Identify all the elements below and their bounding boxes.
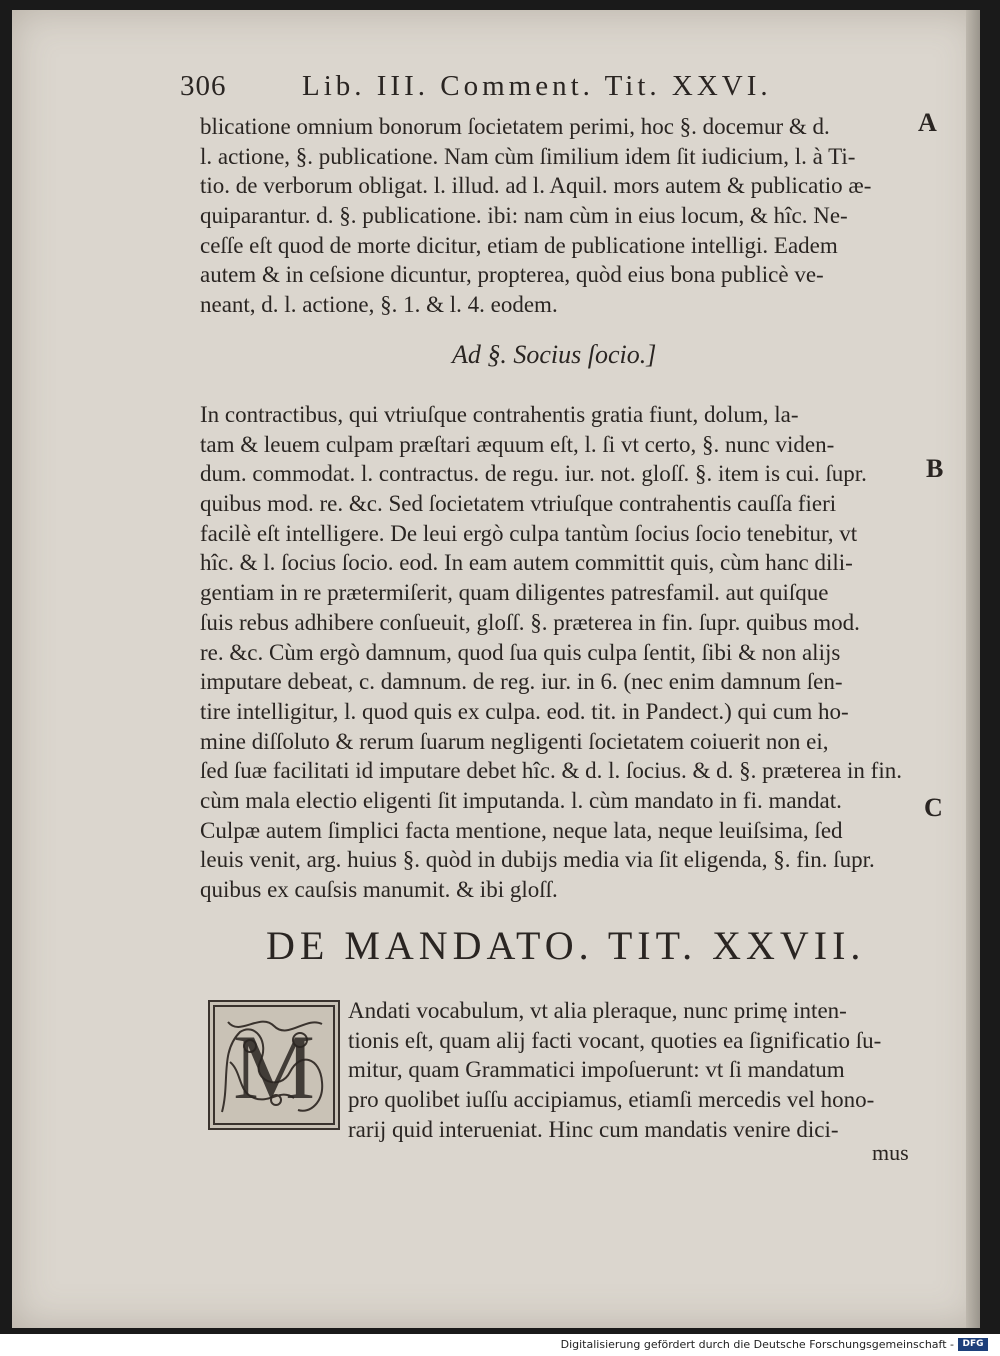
chapter-title: DE MANDATO. TIT. XXVII. xyxy=(266,923,866,968)
page-header xyxy=(180,70,830,114)
text-line: rarij quid interueniat. Hinc cum mandatis venire dici- xyxy=(348,1116,839,1142)
margin-letter-c: C xyxy=(924,793,943,822)
text-line: tio. de verborum obligat. l. illud. ad l. Aquil. mors autem & publicatio æ- xyxy=(200,173,872,199)
text-line: quibus ex cauſsis manumit. & ibi gloſſ. xyxy=(200,877,558,902)
text-line: tire intelligitur, l. quod quis ex culpa. eod. tit. in Pandect.) qui cum ho- xyxy=(200,698,849,724)
text-line: ſuis rebus adhibere conſueuit, gloſſ. §. præterea in fin. ſupr. quibus mod. xyxy=(200,609,860,635)
text-line: pro quolibet iuſſu accipiamus, etiamſi mercedis vel hono- xyxy=(348,1087,875,1113)
text-line: quibus mod. re. &c. Sed ſocietatem vtriuſque contrahentis cauſſa fieri xyxy=(200,491,837,517)
dfg-logo: DFG xyxy=(958,1338,988,1351)
text-line: hîc. & l. ſocius ſocio. eod. In eam autem committit quis, cùm hanc dili- xyxy=(200,550,853,576)
text-line: re. &c. Cùm ergò damnum, quod ſua quis culpa ſentit, ſibi & non alijs xyxy=(200,639,841,665)
text-line: gentiam in re prætermiſerit, quam diligentes patresfamil. aut quiſque xyxy=(200,580,829,606)
text-line: mine diſſoluto & rerum ſuarum negligenti ſocietatem coiuerit non ei, xyxy=(200,728,829,754)
svg-text:M: M xyxy=(233,1016,315,1118)
text-line: autem & in ceſsione dicuntur, propterea, quòd eius bona publicè ve- xyxy=(200,262,824,288)
text-block-2 xyxy=(200,400,930,905)
folio-number: 306 xyxy=(180,70,227,102)
text-line: mitur, quam Grammatici impoſuerunt: vt ſi mandatum xyxy=(348,1057,845,1083)
text-line: In contractibus, qui vtriuſque contrahentis gratia fiunt, dolum, la- xyxy=(200,402,799,427)
text-line: neant, d. l. actione, §. 1. & l. 4. eodem. xyxy=(200,292,558,318)
footer xyxy=(0,1334,1000,1356)
footer-credit: Digitalisierung gefördert durch die Deutsche Forschungsgemeinschaft - xyxy=(560,1338,954,1351)
text-line: quiparantur. d. §. publicatione. ibi: nam cùm in eius locum, & hîc. Ne- xyxy=(200,203,848,229)
text-line: ceſſe eſt quod de morte dicitur, etiam de publicatione intelligi. Eadem xyxy=(200,232,838,258)
running-head: Lib. III. Comment. Tit. XXVI. xyxy=(302,70,772,102)
margin-letter-b: B xyxy=(926,454,944,483)
text-line: tam & leuem culpam præſtari æquum eſt, l. ſi vt certo, §. nunc viden- xyxy=(200,431,835,457)
text-line: dum. commodat. l. contractus. de regu. iur. not. gloſſ. §. item is cui. ſupr. xyxy=(200,461,867,487)
catchword: mus xyxy=(872,1140,909,1165)
margin-letter-a: A xyxy=(918,108,937,137)
text-line: facilè eſt intelligere. De leui ergò culpa tantùm ſocius ſocio tenebitur, vt xyxy=(200,520,858,546)
text-block-1 xyxy=(200,112,930,320)
text-line: Culpæ autem ſimplici facta mentione, neque lata, neque leuiſsima, ſed xyxy=(200,817,843,843)
text-line: Andati vocabulum, vt alia pleraque, nunc primę inten- xyxy=(348,998,847,1023)
text-line: cùm mala electio eligenti ſit imputanda. l. cùm mandato in fi. mandat. xyxy=(200,787,842,813)
text-line: tionis eſt, quam alij facti vocant, quoties ea ſignificatio ſu- xyxy=(348,1027,882,1053)
text-block-3 xyxy=(348,996,928,1144)
text-line: ſed ſuæ facilitati id imputare debet hîc. & d. l. ſocius. & d. §. præterea in fin. xyxy=(200,758,902,784)
section-subheading: Ad §. Socius ſocio.] xyxy=(452,340,657,369)
page-edge xyxy=(966,10,980,1328)
text-line: blicatione omnium bonorum ſocietatem perimi, hoc §. docemur & d. xyxy=(200,114,830,139)
text-line: l. actione, §. publicatione. Nam cùm ſimilium idem ſit iudicium, l. à Ti- xyxy=(200,143,856,169)
decorated-initial-m xyxy=(208,1000,340,1130)
text-line: imputare debeat, c. damnum. de reg. iur. in 6. (nec enim damnum ſen- xyxy=(200,669,843,695)
text-line: leuis venit, arg. huius §. quòd in dubijs media via ſit eligenda, §. fin. ſupr. xyxy=(200,847,875,873)
